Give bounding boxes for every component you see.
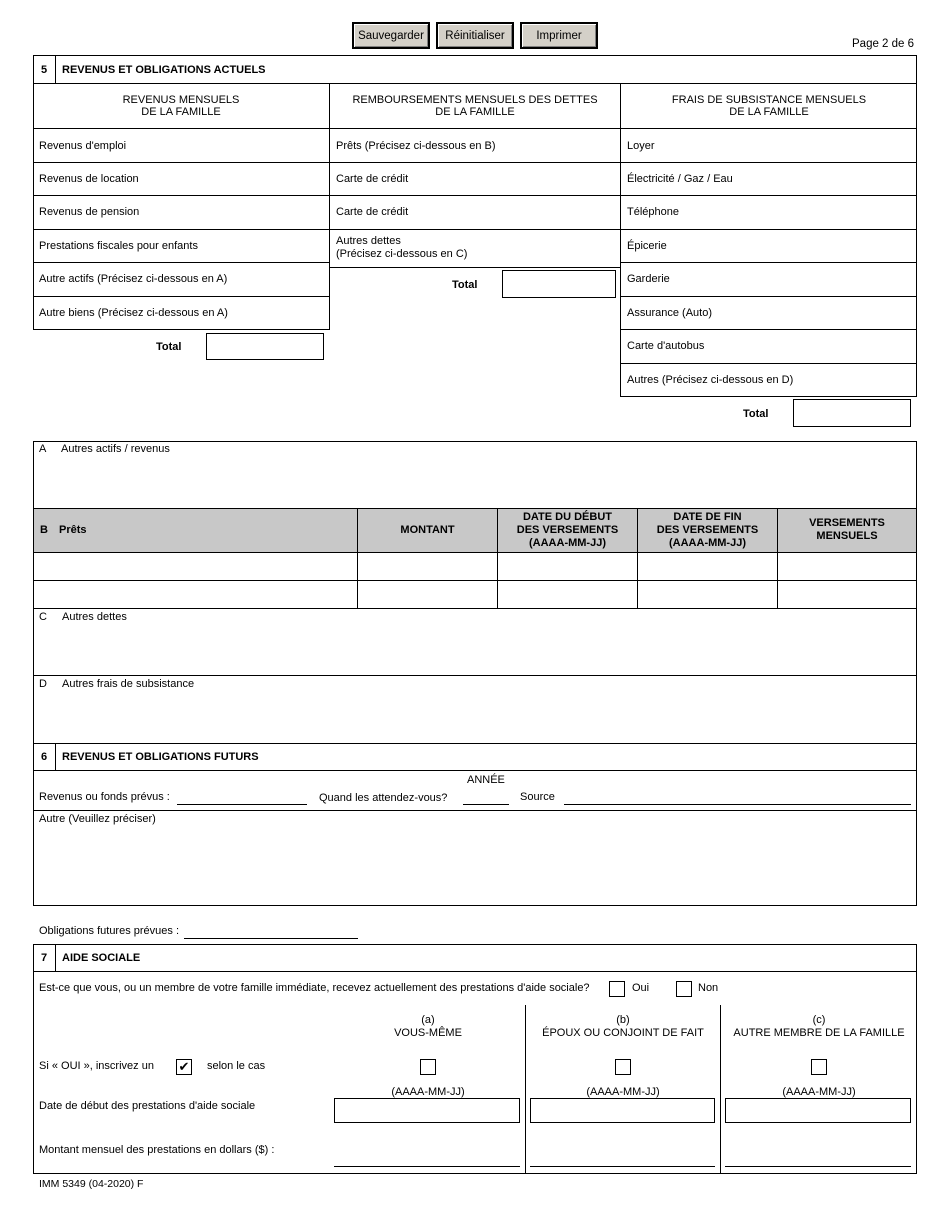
when-expected-label: Quand les attendez-vous? [319,792,448,804]
living-item: Carte d'autobus [627,340,705,352]
loans-col-amount: MONTANT [400,524,455,536]
loan-amount-input[interactable] [358,581,497,608]
other-member-start-date-input[interactable] [725,1098,911,1123]
living-item: Autres (Précisez ci-dessous en D) [627,373,794,386]
future-obligations-label: Obligations futures prévues : [39,925,180,937]
expected-income-label: Revenus ou fonds prévus : [39,791,170,803]
expected-income-input[interactable] [177,804,307,805]
other-assets-textarea[interactable] [34,458,916,508]
if-yes-label: Si « OUI », inscrivez un [39,1060,154,1072]
other-member-checkbox[interactable] [811,1059,827,1075]
debt-item: Carte de crédit [336,206,409,218]
subsection-b-letter: B [40,524,48,536]
start-date-label: Date de début des prestations d'aide sociale [39,1100,256,1112]
other-specify-label: Autre (Veuillez préciser) [39,813,156,825]
date-format-a: (AAAA-MM-JJ) [391,1086,465,1098]
print-button[interactable]: Imprimer [520,22,598,49]
income-item: Autre biens (Précisez ci-dessous en A) [39,306,228,319]
income-total-label: Total [156,341,182,353]
no-checkbox[interactable] [676,981,692,997]
income-column-header: REVENUS MENSUELS DE LA FAMILLE [122,94,240,118]
living-item: Garderie [627,273,670,285]
spouse-start-date-input[interactable] [530,1098,715,1123]
income-item: Prestations fiscales pour enfants [39,239,198,252]
yes-label: Oui [632,982,650,994]
other-living-expenses-textarea[interactable] [34,693,916,743]
section5-title: REVENUS ET OBLIGATIONS ACTUELS [62,63,266,76]
loans-col-end-date: DATE DE FIN DES VERSEMENTS (AAAA-MM-JJ) [656,510,759,549]
living-total-label: Total [743,408,769,420]
col-b-letter: (b) [616,1014,630,1026]
spouse-monthly-amount-input[interactable] [530,1166,715,1167]
section6-title: REVENUS ET OBLIGATIONS FUTURS [62,751,259,763]
page-number: Page 2 de 6 [852,38,915,50]
debt-column-header: REMBOURSEMENTS MENSUELS DES DETTES DE LA FAMILLE [352,94,598,118]
income-item: Revenus de pension [39,206,140,218]
loan-start-date-input[interactable] [498,553,637,580]
source-input[interactable] [564,804,911,805]
living-item: Téléphone [627,206,679,218]
loan-amount-input[interactable] [358,553,497,580]
no-label: Non [698,982,719,994]
reset-button[interactable]: Réinitialiser [436,22,514,49]
section6-number: 6 [40,751,48,763]
debt-item: Carte de crédit [336,172,409,185]
other-debts-textarea[interactable] [34,626,916,675]
subsection-a-label: Autres actifs / revenus [61,443,170,455]
form-id: IMM 5349 (04-2020) F [39,1178,144,1190]
section7-title: AIDE SOCIALE [62,952,141,964]
date-format-c: (AAAA-MM-JJ) [782,1086,856,1098]
living-item: Assurance (Auto) [627,306,712,319]
col-a-letter: (a) [421,1014,435,1026]
living-item: Épicerie [627,239,667,252]
subsection-c-label: Autres dettes [62,611,127,623]
loan-description-input[interactable] [34,553,357,580]
social-assistance-question: Est-ce que vous, ou un membre de votre famille immédiate, recevez actuellement des prestations d'aide sociale? [39,982,590,994]
self-start-date-input[interactable] [334,1098,520,1123]
subsection-b-label: Prêts [59,524,87,536]
future-obligations-input[interactable] [184,938,358,939]
col-c-letter: (c) [812,1014,826,1026]
loan-start-date-input[interactable] [498,581,637,608]
loans-col-monthly: VERSEMENTS MENSUELS [809,517,885,542]
loan-end-date-input[interactable] [638,553,777,580]
section5-number: 5 [40,63,48,76]
living-item: Loyer [627,139,655,152]
year-label: ANNÉE [467,774,505,786]
subsection-c-letter: C [39,611,47,623]
income-item: Autre actifs (Précisez ci-dessous en A) [39,273,228,285]
self-monthly-amount-input[interactable] [334,1166,520,1167]
subsection-d-label: Autres frais de subsistance [62,678,195,690]
debt-item: Autres dettes (Précisez ci-dessous en C) [336,235,468,260]
income-total-input[interactable] [206,333,324,360]
section7-number: 7 [40,952,48,964]
date-format-b: (AAAA-MM-JJ) [586,1086,660,1098]
col-a-header: VOUS-MÊME [394,1027,462,1039]
income-item: Revenus d'emploi [39,139,127,152]
expected-year-input[interactable] [463,804,509,805]
loan-end-date-input[interactable] [638,581,777,608]
loan-monthly-input[interactable] [778,553,916,580]
living-column-header: FRAIS DE SUBSISTANCE MENSUELS DE LA FAMILLE [671,94,867,118]
col-b-header: ÉPOUX OU CONJOINT DE FAIT [542,1027,704,1039]
other-specify-textarea[interactable] [34,828,916,904]
as-applicable-label: selon le cas [207,1060,266,1072]
subsection-a-letter: A [39,443,47,455]
yes-checkbox[interactable] [609,981,625,997]
source-label: Source [520,791,555,803]
living-total-input[interactable] [793,399,911,427]
monthly-amount-label: Montant mensuel des prestations en dollars ($) : [39,1144,275,1156]
loan-description-input[interactable] [34,581,357,608]
spouse-checkbox[interactable] [615,1059,631,1075]
debt-item: Prêts (Précisez ci-dessous en B) [336,139,496,152]
income-item: Revenus de location [39,172,139,185]
loans-col-start-date: DATE DU DÉBUT DES VERSEMENTS (AAAA-MM-JJ) [516,510,619,549]
save-button[interactable]: Sauvegarder [352,22,430,49]
debt-total-input[interactable] [502,270,616,298]
loan-monthly-input[interactable] [778,581,916,608]
other-member-monthly-amount-input[interactable] [725,1166,911,1167]
living-item: Électricité / Gaz / Eau [627,172,733,185]
col-c-header: AUTRE MEMBRE DE LA FAMILLE [733,1027,905,1039]
check-mark-icon: ✔ [176,1059,192,1075]
self-checkbox[interactable] [420,1059,436,1075]
debt-total-label: Total [452,279,478,291]
subsection-d-letter: D [39,678,47,690]
